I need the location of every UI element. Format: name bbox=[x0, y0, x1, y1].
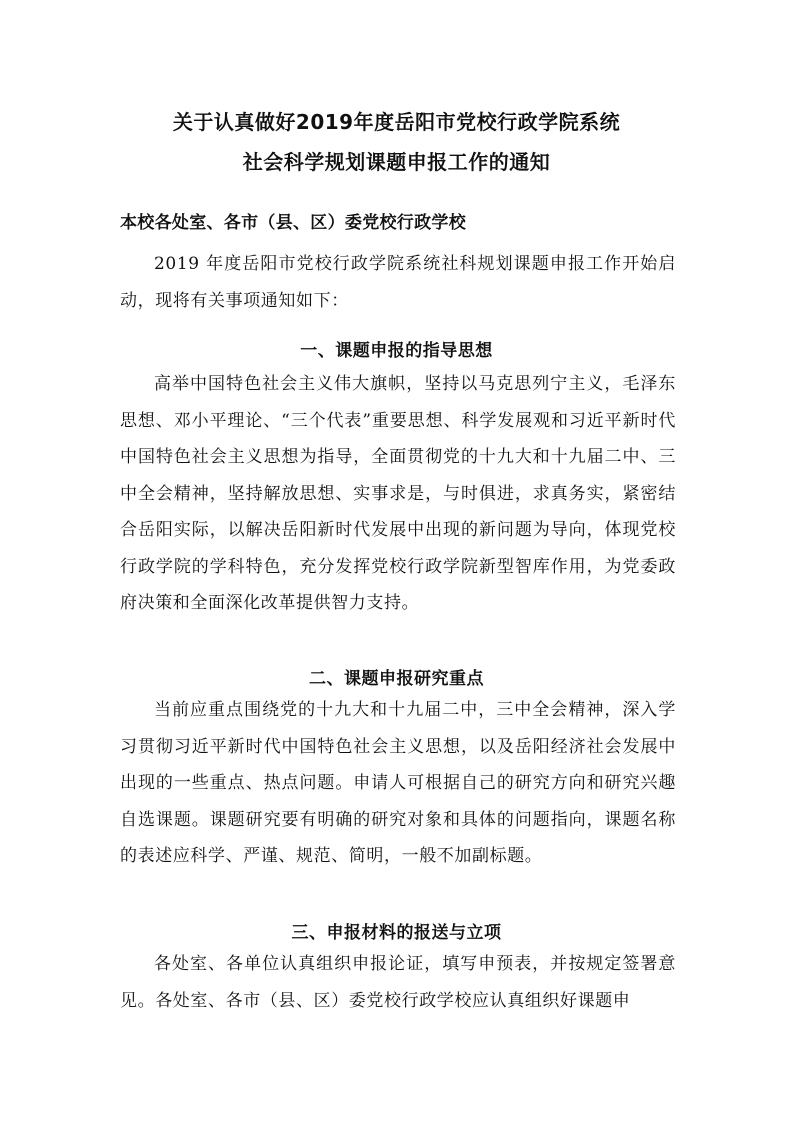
document-title-line-2: 社会科学规划课题申报工作的通知 bbox=[242, 150, 551, 174]
section-body-research-focus: 当前应重点围绕党的十九大和十九届二中，三中全会精神，深入学习贯彻习近平新时代中国特色社会主义思想，以及岳阳经济社会发展中出现的一些重点、热点问题。申请人可根据自己的研究方向和研究兴趣自选课题。课题研究要有明确的研究对象和具体的问题指向，课题名称的表述应科学、严谨、规范、简明，一般不加副标题。 bbox=[120, 700, 676, 866]
section-heading-research-focus: 二、课题申报研究重点 bbox=[309, 669, 484, 689]
document-title-line-1: 关于认真做好2019年度岳阳市党校行政学院系统 bbox=[172, 110, 621, 134]
salutation: 本校各处室、各市（县、区）委党校行政学校 bbox=[120, 213, 466, 233]
section-heading-submission: 三、申报材料的报送与立项 bbox=[291, 923, 502, 943]
intro-paragraph: 2019 年度岳阳市党校行政学院系统社科规划课题申报工作开始启动，现将有关事项通知如下： bbox=[120, 254, 676, 311]
section-body-submission: 各处室、各单位认真组织申报论证，填写申预表，并按规定签署意见。各处室、各市（县、区）委党校行政学校应认真组织好课题申 bbox=[120, 954, 676, 1011]
section-body-guiding-ideology: 高举中国特色社会主义伟大旗帜，坚持以马克思列宁主义，毛泽东思想、邓小平理论、“三个代表”重要思想、科学发展观和习近平新时代中国特色社会主义思想为指导，全面贯彻党的十九大和十九届二中、三中全会精神，坚持解放思想、实事求是，与时俱进，求真务实，紧密结合岳阳实际，以解决岳阳新时代发展中出现的新问题为导向，体现党校行政学院的学科特色，充分发挥党校行政学院新型智库作用，为党委政府决策和全面深化改革提供智力支持。 bbox=[120, 374, 676, 613]
section-heading-guiding-ideology: 一、课题申报的指导思想 bbox=[300, 341, 493, 361]
